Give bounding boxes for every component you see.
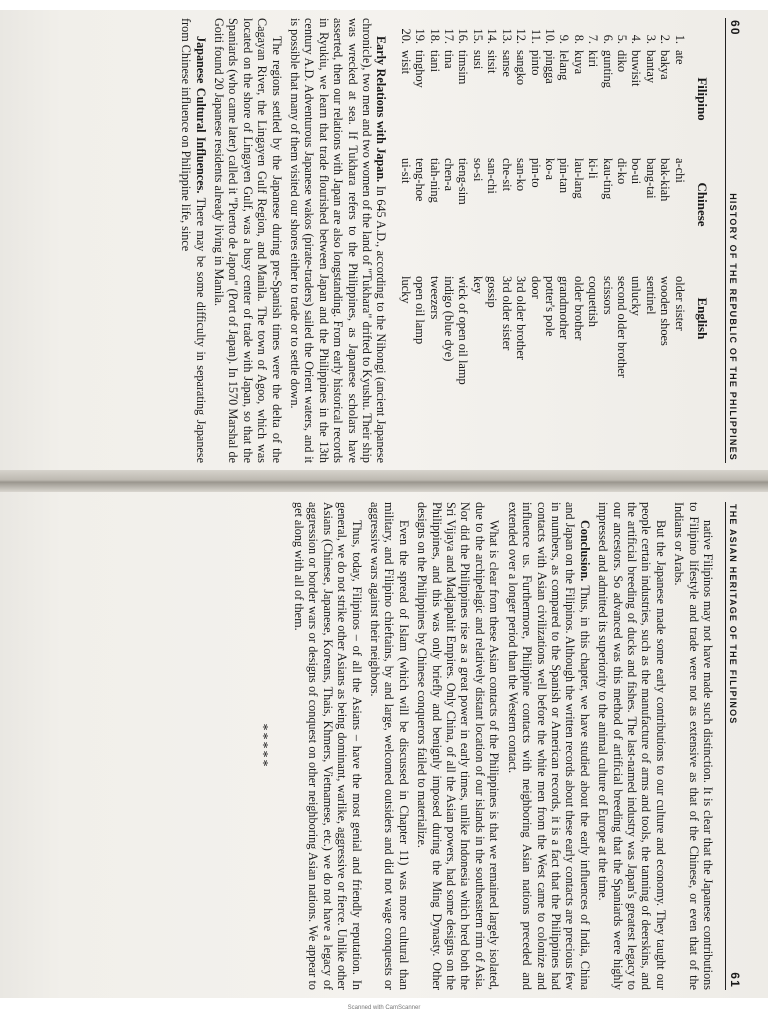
section-heading: Conclusion. [577, 520, 592, 582]
end-mark: ***** [254, 723, 270, 769]
table-row [456, 18, 470, 463]
scanner-watermark: Scanned with CamScanner [347, 1005, 421, 1011]
paragraph-text: Thus, in this chapter, we have studied about the early influences of India, China and Japan on the Filipinos. Although the written records about these early contacts are precious few in numbers, as compared to the Spanish or American records, it is a fact that the Philippines had contacts with Asian civilizations well before the white men from the West came to colonize and influence us. Furthermore, Philippine contacts with neighboring Asian nations preceded and extended over a longer period than the Western contact. [505, 502, 592, 990]
row-number: 3. [643, 34, 658, 44]
table-row [557, 18, 571, 463]
table-header [695, 18, 709, 463]
filipino-word: bantay [643, 50, 658, 84]
section-heading: Japanese Cultural Influences. [193, 36, 208, 194]
chinese-word: chen-a [442, 158, 457, 192]
filipino-word: pinto [528, 50, 543, 76]
english-meaning: open oil lamp [413, 276, 428, 345]
left-page [0, 10, 768, 468]
row-number: 13. [499, 28, 514, 44]
chinese-word: lau-lang [571, 158, 586, 199]
paragraph [415, 502, 501, 990]
paragraph [672, 502, 715, 990]
chinese-word: a-chi [672, 158, 687, 183]
table-row [615, 18, 629, 463]
english-meaning: second older brother [614, 276, 629, 378]
right-page-number: 61 [728, 972, 742, 988]
chinese-word: kau-ting [600, 158, 615, 200]
table-row [398, 18, 412, 463]
chinese-word: san-chi [485, 158, 500, 194]
english-meaning: sentinel [643, 276, 658, 315]
table-row [658, 18, 672, 463]
section-heading: Early Relations with Japan. [374, 36, 389, 183]
paragraph-text: There may be some difficulty in separating Japanese from Chinese influence on Philippine life, since [179, 18, 208, 463]
english-meaning: 3rd older sister [499, 276, 514, 351]
left-page-header [725, 18, 742, 463]
table-row [499, 18, 513, 463]
english-meaning: unlucky [629, 276, 644, 316]
table-row [643, 18, 657, 463]
filipino-word: gunting [600, 50, 615, 88]
table-row [471, 18, 485, 463]
row-number: 8. [571, 34, 586, 44]
header-english: English [695, 297, 710, 340]
table-row [528, 18, 542, 463]
english-meaning: older sister [672, 276, 687, 331]
chinese-word: ko-a [542, 158, 557, 181]
english-meaning: wick of open oil lamp [456, 276, 471, 385]
filipino-word: wisit [398, 50, 413, 75]
filipino-word: kiri [586, 50, 601, 68]
row-number: 16. [456, 28, 471, 44]
filipino-word: pingga [542, 50, 557, 84]
row-number: 2. [658, 34, 673, 44]
right-running-head: THE ASIAN HERITAGE OF THE FILIPINOS [728, 504, 738, 725]
filipino-word: sangko [514, 50, 529, 86]
chinese-word: ki-li [586, 158, 601, 179]
english-meaning: older brother [571, 276, 586, 341]
chinese-word: san-ko [514, 158, 529, 192]
filipino-word: kuya [571, 50, 586, 75]
filipino-word: tina [442, 50, 457, 69]
paragraph-text: Even the spread of Islam (which will be discussed in Chapter 11) was more cultural than military, and Filipino chieftains, by and large, welcomed outsiders and did not wage conquests or aggressive wars against their neighbors. [368, 502, 411, 990]
paragraph [212, 18, 284, 463]
row-number: 11. [528, 28, 543, 44]
chinese-word: bang-tai [643, 158, 658, 199]
row-number: 10. [542, 28, 557, 44]
english-meaning: potter's pole [542, 276, 557, 337]
filipino-word: diko [614, 50, 629, 73]
chinese-word: pin-to [528, 158, 543, 188]
chinese-word: che-sit [499, 158, 514, 192]
chinese-word: pin-tan [557, 158, 572, 194]
row-number: 18. [427, 28, 442, 44]
right-page-content [37, 502, 742, 990]
header-chinese: Chinese [695, 182, 710, 227]
table-row [586, 18, 600, 463]
row-number: 1. [672, 34, 687, 44]
paragraph [292, 502, 364, 990]
paragraph [368, 502, 411, 990]
book-spine [0, 470, 768, 492]
english-meaning: 3rd older brother [514, 276, 529, 360]
row-number: 12. [514, 28, 529, 44]
paragraph-text: The regions settled by the Japanese during pre-Spanish times were the delta of the Cagayan River, the Lingayen Gulf Region, and Manila. The town of Agoo, which was located on the shore of Lingayen Gulf, was a busy center of trade with Japan, so that the Spaniards (who came later) called it "Puerto de Japon" (Port of Japan). In 1570 Marshal de Goiti found 20 Japanese residents already living in Manila. [212, 18, 284, 463]
table-row [485, 18, 499, 463]
row-number: 19. [413, 28, 428, 44]
english-meaning: tweezers [427, 276, 442, 320]
paragraph-text: But the Japanese made some early contributions to our culture and economy. They taught our people certain industries, such as the manufacture of arms and tools, the tanning of deerskins, and the artificial breeding of ducks and fishes. The last-named industry was Japan's greatest legacy to our ancestors. So advanced was this method of artificial breeding that the Spaniards were highly impressed and admitted its superiority to the animal culture of Europe at the time. [596, 502, 668, 990]
paragraph [596, 502, 668, 990]
chinese-word: bak-kiah [658, 158, 673, 202]
paragraph-text: What is clear from these Asian contacts of the Philippines is that we remained largely isolated, due to the archipelagic and relatively distant location of our islands in the southeastern rim of Asia. Nor did the Philippines rise as a great power in early times, unlike Indonesia which bred both the Sri Vijaya and Madjapahit Empires. Only China, of all the Asian powers, had some designs on the Philippines, and this was only briefly and benignly imposed during the Ming Dynasty. Other designs on the Philippines by Chinese conquerors failed to materialize. [415, 502, 502, 990]
header-filipino: Filipino [695, 77, 710, 121]
table-row [629, 18, 643, 463]
english-meaning: wooden shoes [658, 276, 673, 346]
english-meaning: gossip [485, 276, 500, 308]
row-number: 4. [629, 34, 644, 44]
english-meaning: indigo (blue dye) [442, 276, 457, 362]
paragraph [288, 18, 389, 463]
table-row [514, 18, 528, 463]
chinese-word: di-ko [614, 158, 629, 185]
left-page-content [37, 18, 742, 463]
chinese-word: ui-sit [398, 158, 413, 184]
english-meaning: lucky [398, 276, 413, 304]
paragraph [505, 502, 591, 990]
scan-margin-top [0, 0, 768, 10]
row-number: 5. [614, 34, 629, 44]
loanword-table [398, 18, 709, 463]
filipino-word: tinghoy [413, 50, 428, 88]
paragraph-text: native Filipinos may not have made such distinction. It is clear that the Japanese contributions to Filipino lifestyle and trade were not as extensive as that of the Chinese, or even that of the Indians or Arabs. [672, 502, 715, 990]
english-meaning: key [470, 276, 485, 294]
row-number: 15. [470, 28, 485, 44]
left-page-number: 60 [728, 20, 742, 36]
row-number: 6. [600, 34, 615, 44]
row-number: 17. [442, 28, 457, 44]
english-meaning: door [528, 276, 543, 299]
filipino-word: lelang [557, 50, 572, 81]
filipino-word: sitsit [485, 50, 500, 74]
row-number: 20. [398, 28, 413, 44]
left-body-text [179, 18, 389, 463]
table-row [571, 18, 585, 463]
paragraph [179, 18, 208, 463]
table-row [600, 18, 614, 463]
chinese-word: bo-ui [629, 158, 644, 185]
paragraph-text: Thus, today, Filipinos – of all the Asians – have the most genial and friendly reputation. In general, we do not strike other Asians as being dominant, warlike, aggressive or fierce. Unlike other Asians (Chinese, Japanese, Koreans, Thais, Khmers, Vietnamese, etc.) we do not have a legacy of aggression or border wars or designs of conquest on other neighboring Asian nations. We appear to get along with all of them. [292, 502, 364, 990]
right-body-text [292, 502, 715, 990]
chinese-word: tiah-ning [427, 158, 442, 203]
right-page [0, 494, 768, 994]
scan-margin-bottom [0, 998, 768, 1024]
chinese-word: teng-hoe [413, 158, 428, 202]
english-meaning: scissors [600, 276, 615, 315]
filipino-word: tiani [427, 50, 442, 73]
chinese-word: tieng-sim [456, 158, 471, 205]
row-number: 14. [485, 28, 500, 44]
chinese-word: so-si [470, 158, 485, 182]
english-meaning: coquettish [586, 276, 601, 327]
row-number: 7. [586, 34, 601, 44]
table-row [672, 18, 686, 463]
table-row [427, 18, 441, 463]
filipino-word: timsim [456, 50, 471, 85]
table-body [398, 18, 686, 463]
filipino-word: sanse [499, 50, 514, 77]
left-running-head: HISTORY OF THE REPUBLIC OF THE PHILIPPINES [728, 193, 738, 461]
table-row [442, 18, 456, 463]
row-number: 9. [557, 34, 572, 44]
table-row [543, 18, 557, 463]
filipino-word: buwisit [629, 50, 644, 87]
right-page-header [725, 502, 742, 990]
filipino-word: ate [672, 50, 687, 65]
english-meaning: grandmother [557, 276, 572, 340]
table-row [413, 18, 427, 463]
filipino-word: bakya [658, 50, 673, 80]
filipino-word: susi [470, 50, 485, 70]
paragraph-text: In 645 A.D., according to the Nihongi (ancient Japanese chronicle), two men and two women of the land of "Tukhara" drifted to Kyushu. Their ship was wrecked at sea. If Tukhara refers to the Philippines, as Japanese scholars have asserted, then our relations with Japan are also longstanding. From early historical records in Ryukiu, we learn that trade flourished between Japan and the Philippines in the 13th century A.D. Adventurous Japanese wakos (pirate-traders) sailed the Orient waters, and it is possible that many of them visited our shores either to trade or to settle down. [288, 18, 389, 463]
